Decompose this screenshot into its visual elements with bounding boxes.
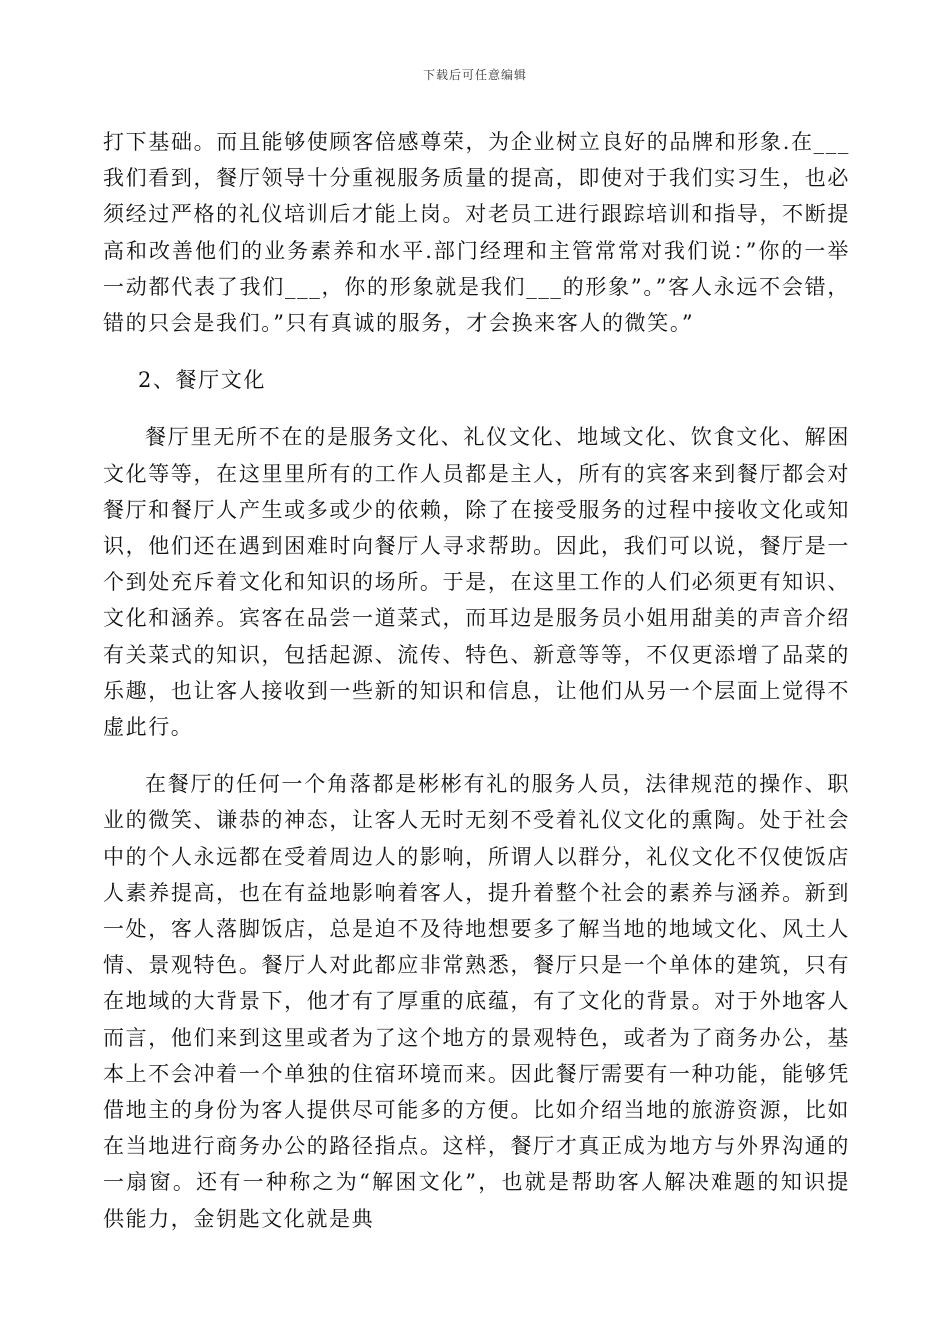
- paragraph-restaurant-culture: 餐厅里无所不在的是服务文化、礼仪文化、地域文化、饮食文化、解困文化等等，在这里里所有的工作人员都是主人，所有的宾客来到餐厅都会对餐厅和餐厅人产生或多或少的依赖，除了在接受服务的过程中接收文化或知识，他们还在遇到困难时向餐厅人寻求帮助。因此，我们可以说，餐厅是一个到处充斥着文化和知识的场所。于是，在这里工作的人们必须更有知识、文化和涵养。宾客在品尝一道菜式，而耳边是服务员小姐用甜美的声音介绍有关菜式的知识，包括起源、流传、特色、新意等等，不仅更添增了品菜的乐趣，也让客人接收到一些新的知识和信息，让他们从另一个层面上觉得不虚此行。: [103, 425, 850, 740]
- paragraph-etiquette-culture: 在餐厅的任何一个角落都是彬彬有礼的服务人员，法律规范的操作、职业的微笑、谦恭的神态，让客人无时无刻不受着礼仪文化的熏陶。处于社会中的个人永远都在受着周边人的影响，所谓人以群分，礼仪文化不仅使饭店人素养提高，也在有益地影响着客人，提升着整个社会的素养与涵养。新到一处，客人落脚饭店，总是迫不及待地想要多了解当地的地域文化、风土人情、景观特色。餐厅人对此都应非常熟悉，餐厅只是一个单体的建筑，只有在地域的大背景下，他才有了厚重的底蕴，有了文化的背景。对于外地客人而言，他们来到这里或者为了这个地方的景观特色，或者为了商务办公，基本上不会冲着一个单独的住宿环境而来。因此餐厅需要有一种功能，能够凭借地主的身份为客人提供尽可能多的方便。比如介绍当地的旅游资源，比如在当地进行商务办公的路径指点。这样，餐厅才真正成为地方与外界沟通的一扇窗。还有一种称之为“解困文化”，也就是帮助客人解决难题的知识提供能力，金钥匙文化就是典: [103, 772, 850, 1231]
- paragraph-continuation: 打下基础。而且能够使顾客倍感尊荣，为企业树立良好的品牌和形象.在___我们看到，餐厅领导十分重视服务质量的提高，即使对于我们实习生，也必须经过严格的礼仪培训后才能上岗。对老员工进行跟踪培训和指导，不断提高和改善他们的业务素养和水平.部门经理和主管常常对我们说：”你的一举一动都代表了我们___，你的形象就是我们___的形象”。”客人永远不会错，错的只会是我们。”只有真诚的服务，才会换来客人的微笑。”: [103, 130, 850, 336]
- section-heading: 2、餐厅文化: [138, 368, 266, 393]
- document-body: [103, 124, 850, 1237]
- page-header-note: 下载后可任意编辑: [422, 68, 527, 82]
